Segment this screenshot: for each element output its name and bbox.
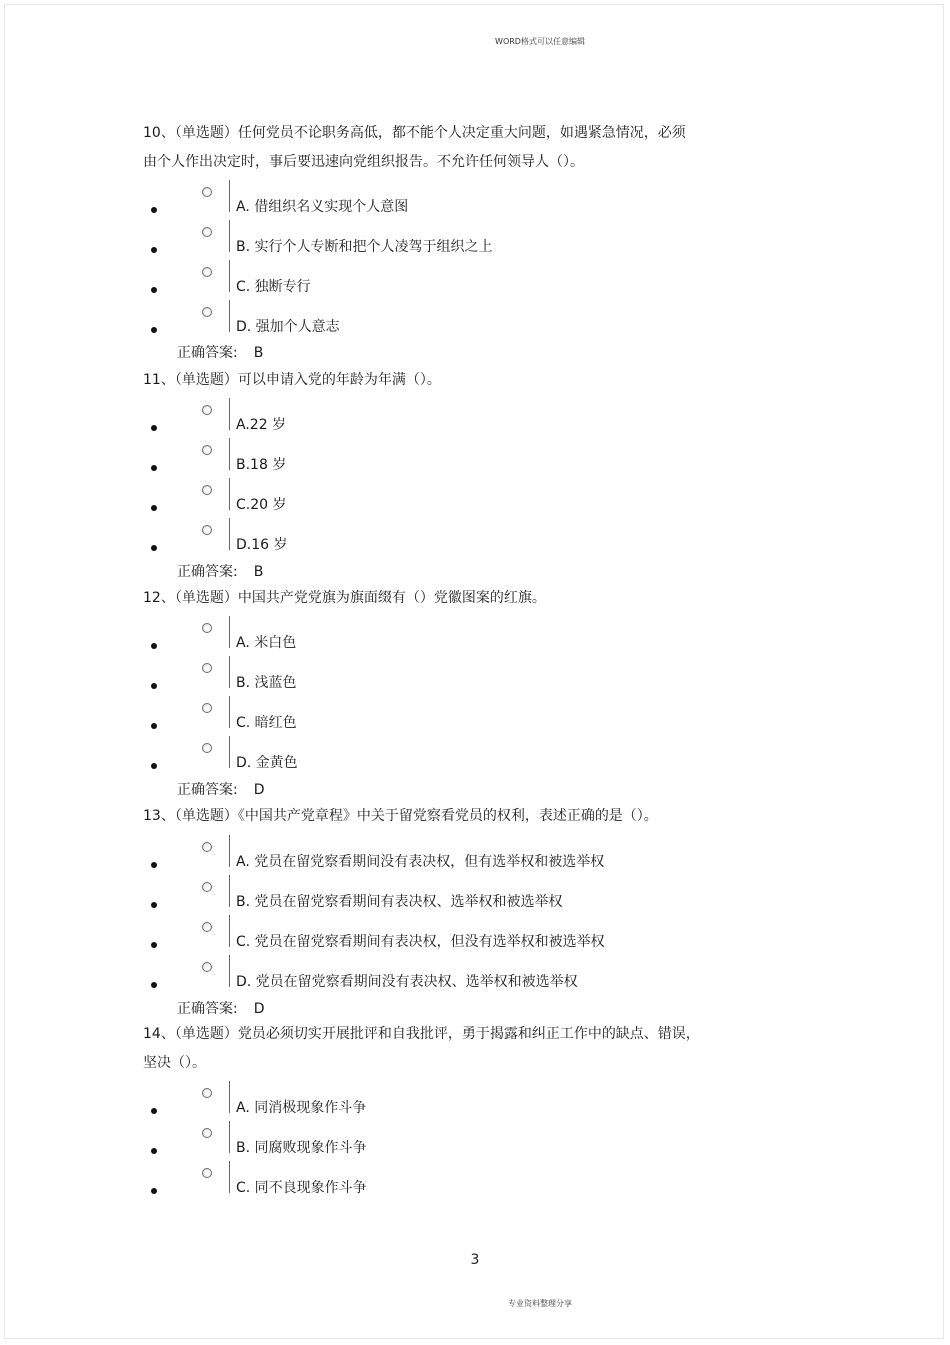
divider: [229, 1121, 230, 1153]
bullet-icon: [151, 862, 157, 868]
option-label: D. 党员在留党察看期间没有表决权、选举权和被选举权: [236, 974, 578, 990]
option-c[interactable]: [0, 478, 950, 518]
radio-button[interactable]: [202, 842, 212, 852]
divider: [229, 300, 230, 332]
divider: [229, 656, 230, 688]
divider: [229, 180, 230, 212]
bullet-icon: [151, 1188, 157, 1194]
divider: [229, 915, 230, 947]
question-text: [143, 366, 713, 395]
option-a[interactable]: [0, 398, 950, 438]
bullet-icon: [151, 327, 157, 333]
radio-button[interactable]: [202, 1168, 212, 1178]
answer-label: 正确答案:: [177, 782, 238, 798]
radio-button[interactable]: [202, 267, 212, 277]
page-number: 3: [470, 1252, 480, 1268]
answer-label: 正确答案:: [177, 564, 238, 580]
radio-button[interactable]: [202, 445, 212, 455]
bullet-icon: [151, 207, 157, 213]
divider: [229, 478, 230, 510]
question-line: 坚决（）。: [143, 1055, 206, 1071]
option-label: A. 同消极现象作斗争: [236, 1100, 367, 1116]
option-a[interactable]: [0, 180, 950, 220]
option-c[interactable]: [0, 915, 950, 955]
question-line: 11、（单选题）可以申请入党的年龄为年满（）。: [143, 372, 441, 388]
option-label: B. 党员在留党察看期间有表决权、选举权和被选举权: [236, 894, 563, 910]
divider: [229, 398, 230, 430]
question-line: 13、（单选题）《中国共产党章程》中关于留党察看党员的权利，表述正确的是（）。: [143, 808, 658, 824]
option-label: D. 金黄色: [236, 755, 298, 771]
radio-button[interactable]: [202, 405, 212, 415]
option-label: D. 强加个人意志: [236, 319, 340, 335]
option-label: B. 实行个人专断和把个人凌驾于组织之上: [236, 239, 493, 255]
radio-button[interactable]: [202, 703, 212, 713]
option-c[interactable]: [0, 1161, 950, 1201]
radio-button[interactable]: [202, 623, 212, 633]
radio-button[interactable]: [202, 882, 212, 892]
bullet-icon: [151, 247, 157, 253]
radio-button[interactable]: [202, 485, 212, 495]
bullet-icon: [151, 902, 157, 908]
radio-button[interactable]: [202, 187, 212, 197]
answer-label: 正确答案:: [177, 1001, 238, 1017]
bullet-icon: [151, 465, 157, 471]
radio-button[interactable]: [202, 1088, 212, 1098]
question-text: [143, 584, 713, 613]
option-label: C. 同不良现象作斗争: [236, 1180, 367, 1196]
radio-button[interactable]: [202, 922, 212, 932]
option-label: A. 借组织名义实现个人意图: [236, 199, 409, 215]
option-a[interactable]: [0, 616, 950, 656]
bullet-icon: [151, 287, 157, 293]
bullet-icon: [151, 1148, 157, 1154]
divider: [229, 875, 230, 907]
radio-button[interactable]: [202, 227, 212, 237]
divider: [229, 220, 230, 252]
option-b[interactable]: [0, 220, 950, 260]
bullet-icon: [151, 763, 157, 769]
option-c[interactable]: [0, 696, 950, 736]
option-label: C. 党员在留党察看期间有表决权，但没有选举权和被选举权: [236, 934, 605, 950]
divider: [229, 260, 230, 292]
option-label: B. 同腐败现象作斗争: [236, 1140, 367, 1156]
bullet-icon: [151, 643, 157, 649]
radio-button[interactable]: [202, 663, 212, 673]
bullet-icon: [151, 505, 157, 511]
question-text: [143, 1020, 713, 1078]
question-line: 12、（单选题）中国共产党党旗为旗面缀有（）党徽图案的红旗。: [143, 590, 546, 606]
answer-value: D: [253, 1001, 265, 1017]
divider: [229, 1081, 230, 1113]
correct-answer: [177, 779, 265, 799]
radio-button[interactable]: [202, 307, 212, 317]
question-line: 10、（单选题）任何党员不论职务高低，都不能个人决定重大问题，如遇紧急情况，必须: [143, 125, 686, 141]
correct-answer: [177, 342, 263, 362]
option-b[interactable]: [0, 875, 950, 915]
divider: [229, 955, 230, 987]
option-c[interactable]: [0, 260, 950, 300]
divider: [229, 835, 230, 867]
radio-button[interactable]: [202, 962, 212, 972]
option-d[interactable]: [0, 955, 950, 995]
option-b[interactable]: [0, 656, 950, 696]
question-text: [143, 119, 713, 177]
option-label: A. 米白色: [236, 635, 297, 651]
option-label: A. 党员在留党察看期间没有表决权，但有选举权和被选举权: [236, 854, 605, 870]
option-a[interactable]: [0, 835, 950, 875]
option-d[interactable]: [0, 518, 950, 558]
question-line: 由个人作出决定时，事后要迅速向党组织报告。不允许任何领导人（）。: [143, 154, 584, 170]
divider: [229, 438, 230, 470]
answer-value: B: [253, 345, 264, 361]
divider: [229, 616, 230, 648]
correct-answer: [177, 561, 263, 581]
footer-note: 专业资料整理分享: [508, 1299, 572, 1308]
answer-label: 正确答案:: [177, 345, 238, 361]
option-d[interactable]: [0, 300, 950, 340]
bullet-icon: [151, 982, 157, 988]
radio-button[interactable]: [202, 1128, 212, 1138]
option-b[interactable]: [0, 438, 950, 478]
radio-button[interactable]: [202, 525, 212, 535]
option-label: D.16 岁: [236, 537, 288, 553]
question-line: 14、（单选题）党员必须切实开展批评和自我批评，勇于揭露和纠正工作中的缺点、错误，: [143, 1026, 700, 1042]
bullet-icon: [151, 545, 157, 551]
answer-value: D: [253, 782, 265, 798]
option-b[interactable]: [0, 1121, 950, 1161]
correct-answer: [177, 998, 265, 1018]
bullet-icon: [151, 683, 157, 689]
option-label: C. 独断专行: [236, 279, 311, 295]
bullet-icon: [151, 942, 157, 948]
bullet-icon: [151, 1108, 157, 1114]
divider: [229, 1161, 230, 1193]
option-label: A.22 岁: [236, 417, 287, 433]
option-d[interactable]: [0, 736, 950, 776]
option-label: B. 浅蓝色: [236, 675, 297, 691]
answer-value: B: [253, 564, 264, 580]
bullet-icon: [151, 425, 157, 431]
divider: [229, 696, 230, 728]
question-text: [143, 802, 713, 831]
option-a[interactable]: [0, 1081, 950, 1121]
bullet-icon: [151, 723, 157, 729]
option-label: B.18 岁: [236, 457, 287, 473]
radio-button[interactable]: [202, 743, 212, 753]
option-label: C. 暗红色: [236, 715, 297, 731]
divider: [229, 736, 230, 768]
option-label: C.20 岁: [236, 497, 287, 513]
divider: [229, 518, 230, 550]
header-note: WORD格式可以任意编辑: [495, 37, 585, 46]
